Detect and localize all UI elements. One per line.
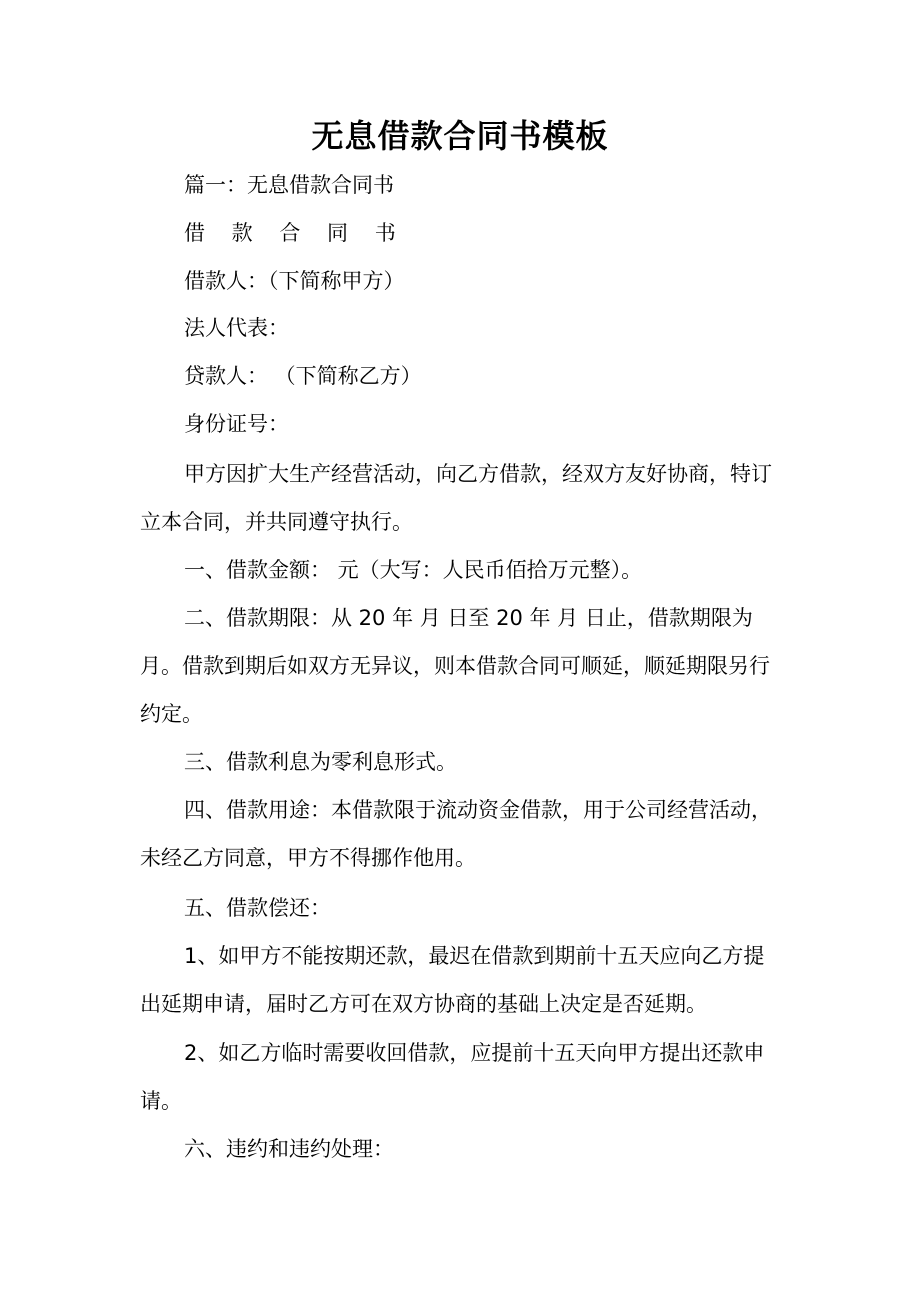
legal-rep-line: 法人代表：: [184, 316, 289, 340]
clause-purpose-line-2: 未经乙方同意，甲方不得挪作他用。: [140, 846, 476, 870]
chapter-heading: 篇一：无息借款合同书: [184, 173, 394, 197]
repayment-item-2-line-2: 请。: [140, 1089, 182, 1113]
clause-interest: 三、借款利息为零利息形式。: [184, 750, 457, 774]
repayment-item-2-line-1: 2、如乙方临时需要收回借款，应提前十五天向甲方提出还款申: [184, 1041, 765, 1065]
preamble-line-2: 立本合同，并共同遵守执行。: [140, 510, 413, 534]
borrower-line: 借款人：（下简称甲方）: [184, 269, 405, 293]
contract-heading: 借 款 合 同 书: [184, 221, 406, 245]
clause-term-line-3: 约定。: [140, 702, 203, 726]
repayment-item-1-line-1: 1、如甲方不能按期还款，最迟在借款到期前十五天应向乙方提: [184, 944, 765, 968]
repayment-item-1-line-2: 出延期申请，届时乙方可在双方协商的基础上决定是否延期。: [140, 992, 707, 1016]
clause-repayment: 五、借款偿还：: [184, 896, 331, 920]
preamble-line-1: 甲方因扩大生产经营活动，向乙方借款，经双方友好协商，特订: [184, 462, 772, 486]
id-number-line: 身份证号：: [184, 412, 289, 436]
clause-amount: 一、借款金额： 元（大写：人民币佰拾万元整）。: [184, 558, 643, 582]
clause-term-line-1: 二、借款期限：从 20 年 月 日至 20 年 月 日止，借款期限为: [184, 606, 753, 630]
document-title: 无息借款合同书模板: [311, 117, 609, 155]
clause-purpose-line-1: 四、借款用途：本借款限于流动资金借款，用于公司经营活动，: [184, 798, 772, 822]
clause-breach: 六、违约和违约处理：: [184, 1137, 394, 1161]
clause-term-line-2: 月。借款到期后如双方无异议，则本借款合同可顺延，顺延期限另行: [140, 654, 770, 678]
lender-line: 贷款人： （下简称乙方）: [184, 364, 422, 388]
